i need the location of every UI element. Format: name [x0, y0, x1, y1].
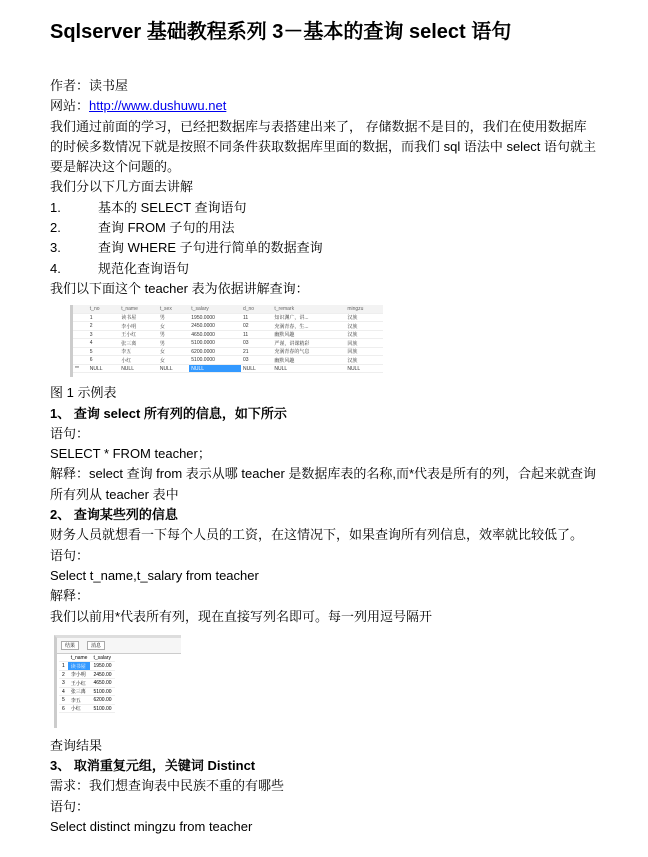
- table-cell: 充满青春的气息: [272, 347, 345, 356]
- column-header: t_no: [88, 305, 119, 313]
- explanation: 我们以前用*代表所有列，现在直接写列名即可。每一列用逗号隔开: [50, 608, 433, 624]
- table-cell: 02: [241, 322, 272, 331]
- table-cell: 幽默风趣: [272, 356, 345, 365]
- code-line: Select distinct mingzu from teacher: [50, 819, 253, 835]
- table-cell: 回族: [345, 339, 383, 348]
- item-text: 基本的 SELECT 查询语句: [98, 199, 247, 215]
- table-cell: 李五: [68, 696, 91, 705]
- table-cell: NULL: [119, 364, 158, 373]
- table-row: [59, 704, 115, 713]
- table-row: [73, 347, 383, 356]
- table-cell: 王小红: [68, 679, 91, 688]
- table-cell: 汉族: [345, 322, 383, 331]
- table-row: [59, 687, 115, 696]
- table-cell: NULL: [88, 364, 119, 373]
- item-number: 2.: [50, 220, 61, 236]
- code-line: Select t_name,t_salary from teacher: [50, 567, 259, 583]
- table-cell: 3: [88, 330, 119, 339]
- table-cell: 男: [158, 339, 189, 348]
- statement-label: 语句：: [50, 798, 90, 814]
- table-cell: NULL: [158, 364, 189, 373]
- section-1-heading: 1、 查询 select 所有列的信息，如下所示: [50, 405, 287, 421]
- table-cell: 6: [59, 704, 68, 713]
- table-cell: 李小明: [119, 322, 158, 331]
- table-cell: 2450.0000: [189, 322, 241, 331]
- table-cell: 王小红: [119, 330, 158, 339]
- table-cell: [73, 313, 88, 322]
- table-cell: 小红: [68, 704, 91, 713]
- table-cell: 4: [88, 339, 119, 348]
- table-cell: 21: [241, 347, 272, 356]
- table-cell: 3: [59, 679, 68, 688]
- table-row: [73, 356, 383, 365]
- table-cell: 小红: [119, 356, 158, 365]
- table-row: [59, 679, 115, 688]
- figure-caption: 图 1 示例表: [50, 385, 117, 401]
- table-cell: NULL: [241, 364, 272, 373]
- table-row: [73, 322, 383, 331]
- table-cell: [73, 330, 88, 339]
- explanation: 解释：select 查询 from 表示从哪 teacher 是数据库表的名称,而*代表是所有的列，合起来就查询所有列从 teacher 表中: [50, 466, 597, 502]
- outline-item: [50, 238, 598, 258]
- table-cell: 6: [88, 356, 119, 365]
- website-label: 网站：: [50, 98, 90, 114]
- table-cell: 汉族: [345, 356, 383, 365]
- outline-intro: 我们分以下几方面去讲解: [50, 179, 194, 195]
- table-cell: 03: [241, 339, 272, 348]
- table-cell: 11: [241, 313, 272, 322]
- column-header: t_remark: [272, 305, 345, 313]
- column-header: [73, 305, 88, 313]
- code-line: SELECT * FROM teacher；: [50, 446, 211, 462]
- table-cell: [73, 356, 88, 365]
- table-cell: NULL: [345, 364, 383, 373]
- table-cell: 汉族: [345, 330, 383, 339]
- table-cell: 6200.00: [90, 696, 114, 705]
- intro-paragraph: 我们通过前面的学习，已经把数据库与表搭建出来了， 存储数据不是目的，我们在使用数据库的时候多数情况下就是按照不同条件获取数据库里面的数据，而我们 sql 语法中 select 语句就主要是解决这个问题的。: [50, 118, 597, 175]
- paragraph: 财务人员就想看一下每个人员的工资，在这情况下，如果查询所有列信息，效率就比较低了。: [50, 527, 584, 543]
- table-cell: 女: [158, 356, 189, 365]
- table-cell: 5: [88, 347, 119, 356]
- item-text: 规范化查询语句: [98, 260, 190, 276]
- item-text: 查询 WHERE 子句进行简单的数据查询: [98, 240, 323, 256]
- table-row: [59, 696, 115, 705]
- table-cell: **: [73, 364, 88, 373]
- table-cell: 汉族: [345, 313, 383, 322]
- table-cell: 4650.0000: [189, 330, 241, 339]
- table-cell: 5100.0000: [189, 356, 241, 365]
- outline-list: [50, 198, 598, 279]
- table-cell: 1: [88, 313, 119, 322]
- table-cell: NULL: [272, 364, 345, 373]
- tab-messages: 消息: [87, 641, 105, 650]
- column-header: t_salary: [90, 654, 114, 662]
- table-cell: 5: [59, 696, 68, 705]
- teacher-table-screenshot: [70, 305, 383, 377]
- item-number: 4.: [50, 260, 61, 276]
- table-cell: 03: [241, 356, 272, 365]
- website-link[interactable]: http://www.dushuwu.net: [89, 98, 227, 114]
- result-caption: 查询结果: [50, 737, 103, 753]
- outline-item: [50, 198, 598, 218]
- table-cell: 读书屋: [68, 662, 91, 671]
- section-2-heading: 2、 查询某些列的信息: [50, 507, 178, 523]
- table-cell: 1950.0000: [189, 313, 241, 322]
- item-number: 1.: [50, 199, 61, 215]
- statement-label: 语句：: [50, 425, 90, 441]
- column-header: d_no: [241, 305, 272, 313]
- section-3-heading: 3、 取消重复元组，关键词 Distinct: [50, 758, 256, 774]
- table-cell: 5100.0000: [189, 339, 241, 348]
- table-cell: 4650.00: [90, 679, 114, 688]
- table-cell: 李五: [119, 347, 158, 356]
- table-cell: 幽默风趣: [272, 330, 345, 339]
- tab-results: 结果: [61, 641, 79, 650]
- query-result-screenshot: [54, 635, 181, 728]
- column-header: t_salary: [189, 305, 241, 313]
- outline-item: [50, 259, 598, 279]
- table-cell: 1950.00: [90, 662, 114, 671]
- requirement: 需求：我们想查询表中民族不重的有哪些: [50, 778, 285, 794]
- outline-item: [50, 218, 598, 238]
- table-cell: 张三离: [68, 687, 91, 696]
- table-cell: [73, 347, 88, 356]
- table-cell: 回族: [345, 347, 383, 356]
- table-row: [73, 330, 383, 339]
- column-header: [59, 654, 68, 662]
- table-header: [73, 305, 383, 313]
- column-header: mingzu: [345, 305, 383, 313]
- table-cell: 张三离: [119, 339, 158, 348]
- table-cell: 4: [59, 687, 68, 696]
- table-cell: 5100.00: [90, 687, 114, 696]
- table-cell: 充满青春，生...: [272, 322, 345, 331]
- table-cell: 11: [241, 330, 272, 339]
- item-text: 查询 FROM 子句的用法: [98, 220, 235, 236]
- table-cell: 2: [59, 670, 68, 679]
- statement-label: 语句：: [50, 547, 90, 563]
- table-cell: 女: [158, 347, 189, 356]
- table-cell: 李小明: [68, 670, 91, 679]
- explanation-label: 解释：: [50, 588, 90, 604]
- table-cell: 读书屋: [119, 313, 158, 322]
- table-cell: 男: [158, 313, 189, 322]
- table-row: [73, 364, 383, 373]
- table-cell: 严谨，讲课精彩: [272, 339, 345, 348]
- table-cell: 5100.00: [90, 704, 114, 713]
- table-cell: NULL: [189, 364, 241, 373]
- table-cell: 6200.0000: [189, 347, 241, 356]
- table-cell: 2: [88, 322, 119, 331]
- table-row: [73, 339, 383, 348]
- table-cell: 2450.00: [90, 670, 114, 679]
- table-cell: 知识渊广，讲...: [272, 313, 345, 322]
- item-number: 3.: [50, 240, 61, 256]
- table-row: [59, 670, 115, 679]
- page-title: Sqlserver 基础教程系列 3－基本的查询 select 语句: [50, 21, 512, 43]
- table-cell: 男: [158, 330, 189, 339]
- table-cell: [73, 339, 88, 348]
- column-header: t_name: [68, 654, 91, 662]
- author: 作者：读书屋: [50, 78, 129, 93]
- table-header: [59, 654, 115, 662]
- table-row: [73, 313, 383, 322]
- table-intro: 我们以下面这个 teacher 表为依据讲解查询：: [50, 280, 309, 296]
- column-header: t_name: [119, 305, 158, 313]
- website-line: [50, 96, 598, 116]
- table-cell: [73, 322, 88, 331]
- table-row: [59, 662, 115, 671]
- column-header: t_sex: [158, 305, 189, 313]
- table-cell: 1: [59, 662, 68, 671]
- table-cell: 女: [158, 322, 189, 331]
